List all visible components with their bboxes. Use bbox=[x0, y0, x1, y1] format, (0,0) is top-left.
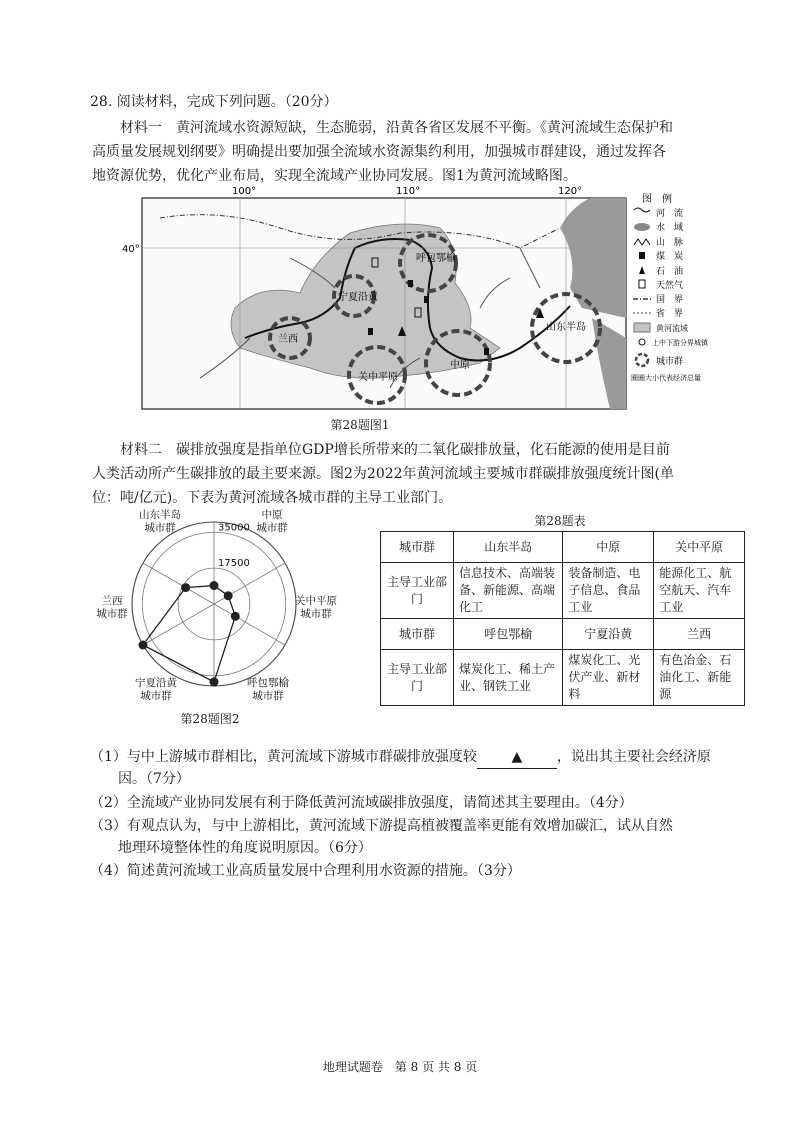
city-label-hubaoeyu: 呼包鄂榆 bbox=[416, 253, 456, 264]
city-label-ningxia: 宁夏沿黄 bbox=[338, 292, 378, 303]
radar-data-point bbox=[181, 583, 190, 592]
radar-category-label: 城市群 bbox=[140, 690, 172, 702]
q1-text: （1）与中上游城市群相比，黄河流域下游城市群碳排放强度较 bbox=[90, 749, 477, 765]
legend-note: 圈圈大小代表经济总量 bbox=[631, 374, 701, 382]
subquestion-4: （4）简述黄河流域工业高质量发展中合理利用水资源的措施。（3分） bbox=[90, 863, 521, 879]
table-caption: 第28题表 bbox=[534, 514, 586, 528]
page-footer: 地理试题卷 第 8 页 共 8 页 bbox=[322, 1060, 478, 1074]
table-row bbox=[381, 619, 745, 650]
radar-category-label: 兰西 bbox=[101, 595, 123, 607]
material2-line: 材料二 碳排放强度是指单位GDP增长所带来的二氧化碳排放量，化石能源的使用是目前 bbox=[120, 442, 670, 458]
city-label-zhongyuan: 中原 bbox=[450, 360, 470, 371]
radar-tick-label: 17500 bbox=[218, 558, 250, 570]
coal-icon bbox=[424, 296, 429, 303]
yellow-river-map bbox=[122, 186, 730, 414]
radar-data-point bbox=[210, 677, 219, 686]
radar-category-label: 关中平原 bbox=[295, 595, 337, 607]
answer-blank[interactable]: ▲ bbox=[477, 746, 557, 769]
legend-water-icon bbox=[634, 223, 650, 231]
city-label-shandong: 山东半岛 bbox=[546, 322, 586, 333]
table-cell: 城市群 bbox=[381, 619, 454, 650]
radar-category-label: 城市群 bbox=[252, 690, 284, 702]
legend-item: 水 域 bbox=[656, 223, 684, 233]
table-row bbox=[381, 650, 745, 706]
legend-coal-icon bbox=[639, 252, 645, 259]
table-cell: 宁夏沿黄 bbox=[563, 619, 654, 650]
radar-category-label: 城市群 bbox=[96, 608, 128, 620]
material2-line: 人类活动所产生碳排放的最主要来源。图2为2022年黄河流域主要城市群碳排放强度统计图(单 bbox=[92, 466, 674, 482]
table-cell: 关中平原 bbox=[654, 532, 745, 563]
lon-label: 120° bbox=[558, 186, 583, 197]
radar-category-label: 呼包鄂榆 bbox=[247, 677, 289, 689]
lon-label: 110° bbox=[396, 186, 421, 197]
material1-line: 地资源优势，优化产业布局，实现全流域产业协同发展。图1为黄河流域略图。 bbox=[92, 168, 577, 184]
table-cell: 信息技术、高端装备、新能源、高端化工 bbox=[454, 563, 563, 619]
radar-category-label: 城市群 bbox=[300, 608, 332, 620]
table-cell: 主导工业部门 bbox=[381, 650, 454, 706]
legend-item: 煤 炭 bbox=[656, 252, 684, 262]
city-label-lanxi: 兰西 bbox=[278, 334, 298, 345]
table-cell: 装备制造、电子信息、食品工业 bbox=[563, 563, 654, 619]
map-svg bbox=[122, 186, 730, 414]
subquestion-3: （3）有观点认为，与中上游相比，黄河流域下游提高植被覆盖率更能有效增加碳汇，试从自然 bbox=[90, 818, 673, 834]
legend-item: 山 脉 bbox=[656, 238, 684, 248]
table-row bbox=[381, 532, 745, 563]
legend-basin-icon bbox=[634, 323, 650, 332]
radar-category-label: 城市群 bbox=[144, 522, 176, 534]
coal-icon bbox=[484, 348, 489, 355]
legend-item: 石 油 bbox=[656, 267, 684, 277]
subquestion-1 bbox=[90, 746, 711, 769]
legend-item: 黄河流域 bbox=[656, 324, 688, 333]
material1-line: 材料一 黄河流域水资源短缺，生态脆弱，沿黄各省区发展不平衡。《黄河流域生态保护和 bbox=[120, 120, 673, 136]
lon-label: 100° bbox=[232, 186, 257, 197]
table-cell: 呼包鄂榆 bbox=[454, 619, 563, 650]
legend-oil-icon bbox=[639, 266, 645, 274]
table-cell: 兰西 bbox=[654, 619, 745, 650]
material1-line: 高质量发展规划纲要》明确提出要加强全流域水资源集约利用，加强城市群建设，通过发挥各 bbox=[92, 144, 666, 160]
radar-category-label: 宁夏沿黄 bbox=[135, 677, 177, 689]
question-header: 28. 阅读材料，完成下列问题。（20分） bbox=[90, 94, 338, 110]
legend-item: 河 流 bbox=[656, 209, 684, 219]
table-cell: 煤炭化工、稀土产业、钢铁工业 bbox=[454, 650, 563, 706]
radar-category-label: 城市群 bbox=[256, 522, 288, 534]
coal-icon bbox=[408, 280, 413, 287]
legend-item: 城市群 bbox=[656, 357, 684, 367]
radar-category-label: 中原 bbox=[261, 509, 283, 521]
legend-cluster-icon bbox=[636, 354, 648, 366]
subquestion-2: （2）全流域产业协同发展有利于降低黄河流域碳排放强度，请简述其主要理由。（4分） bbox=[90, 795, 633, 811]
legend-gas-icon bbox=[639, 280, 645, 288]
subquestion-3-line2: 地理环境整体性的角度说明原因。（6分） bbox=[118, 840, 372, 856]
radar-data-point bbox=[138, 641, 147, 650]
radar-data-point bbox=[231, 612, 240, 621]
table-row bbox=[381, 563, 745, 619]
industry-table bbox=[380, 531, 745, 706]
radar-category-label: 山东半岛 bbox=[139, 509, 181, 521]
table-cell: 能源化工、航空航天、汽车工业 bbox=[654, 563, 745, 619]
chart-caption: 第28题图2 bbox=[180, 712, 240, 726]
table-cell: 山东半岛 bbox=[454, 532, 563, 563]
table-cell: 煤炭化工、光伏产业、新材料 bbox=[563, 650, 654, 706]
radar-tick-label: 35000 bbox=[218, 522, 250, 534]
legend-item: 国 界 bbox=[656, 295, 684, 305]
material2-line: 位：吨/亿元)。下表为黄河流域各城市群的主导工业部门。 bbox=[92, 490, 453, 506]
radar-chart bbox=[96, 506, 360, 706]
table-cell: 城市群 bbox=[381, 532, 454, 563]
legend-river-icon bbox=[634, 208, 650, 212]
legend-mountain-icon bbox=[634, 239, 650, 245]
table-cell: 有色冶金、石油化工、新能源 bbox=[654, 650, 745, 706]
map-caption: 第28题图1 bbox=[330, 418, 390, 432]
radar-data-point bbox=[224, 591, 233, 600]
legend-item: 上中下游分界城镇 bbox=[652, 339, 708, 347]
legend-town-icon bbox=[639, 339, 645, 345]
radar-data-point bbox=[210, 581, 219, 590]
legend-item: 省 界 bbox=[656, 309, 684, 319]
coal-icon bbox=[368, 328, 373, 335]
q1-text-post: ，说出其主要社会经济原 bbox=[556, 749, 711, 765]
radar-svg bbox=[96, 506, 360, 706]
legend-title: 图 例 bbox=[642, 194, 672, 205]
table-cell: 中原 bbox=[563, 532, 654, 563]
legend-item: 天然气 bbox=[656, 281, 684, 291]
city-label-guanzhong: 关中平原 bbox=[358, 372, 398, 383]
subquestion-1-line2: 因。（7分） bbox=[118, 771, 190, 787]
table-cell: 主导工业部门 bbox=[381, 563, 454, 619]
lat-label: 40° bbox=[122, 244, 140, 255]
